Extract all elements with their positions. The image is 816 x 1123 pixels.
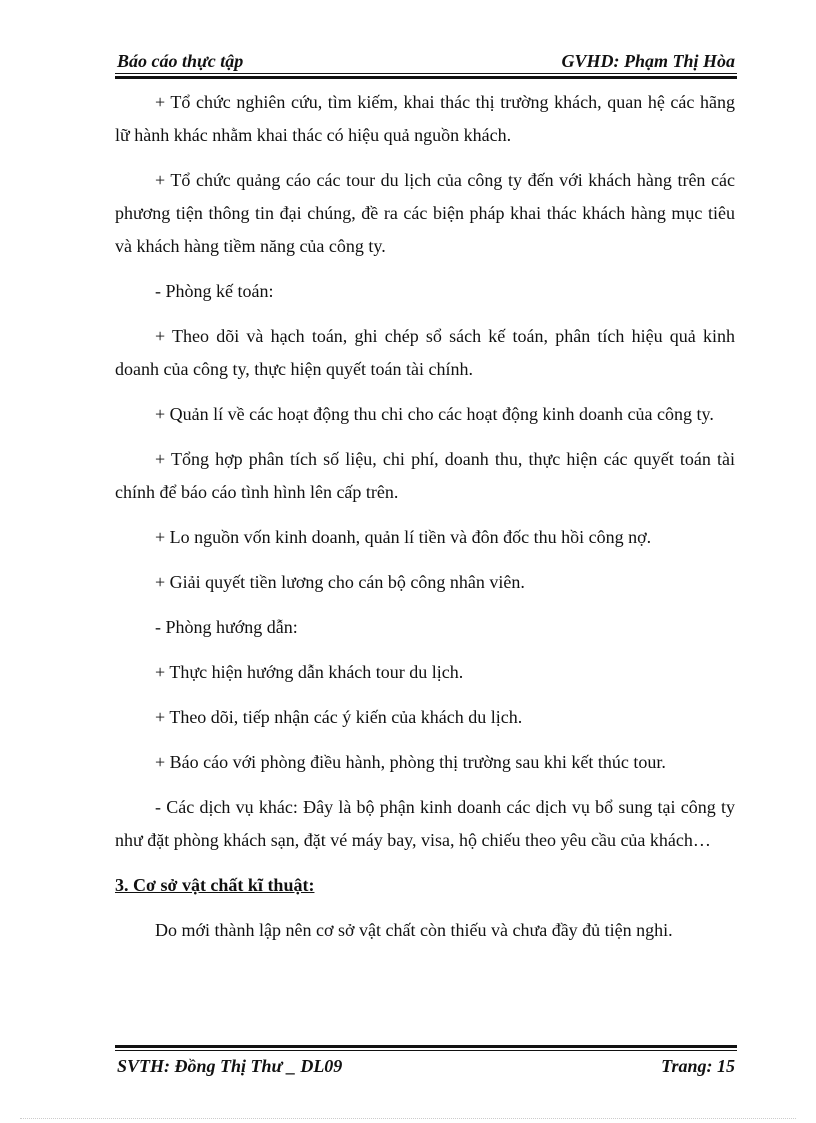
paragraph-12: + Báo cáo với phòng điều hành, phòng thị trường sau khi kết thúc tour. xyxy=(155,752,666,772)
page-header xyxy=(115,48,737,74)
paragraph-5: + Quản lí về các hoạt động thu chi cho các hoạt động kinh doanh của công ty. xyxy=(155,404,714,424)
paragraph-11: + Theo dõi, tiếp nhận các ý kiến của khách du lịch. xyxy=(155,707,523,727)
paragraph-9: - Phòng hướng dẫn: xyxy=(155,617,298,637)
footer-student: SVTH: Đồng Thị Thư _ DL09 xyxy=(117,1056,343,1076)
paragraph-3: - Phòng kế toán: xyxy=(155,281,274,301)
paragraph-10: + Thực hiện hướng dẫn khách tour du lịch. xyxy=(155,662,464,682)
page-footer xyxy=(115,1053,737,1079)
section-heading: 3. Cơ sở vật chất kĩ thuật: xyxy=(115,875,315,895)
footer-page-number: Trang: 15 xyxy=(661,1056,735,1076)
paragraph-2: + Tổ chức quảng cáo các tour du lịch của công ty đến với khách hàng trên các phương tiện thông tin đại chúng, đề ra các biện pháp khai thác khách hàng mục tiêu và khách hàng tiềm năng của công ty. xyxy=(115,170,735,256)
document-body xyxy=(115,86,735,959)
header-rule-thick xyxy=(115,76,737,79)
paragraph-8: + Giải quyết tiền lương cho cán bộ công nhân viên. xyxy=(155,572,525,592)
paragraph-13: - Các dịch vụ khác: Đây là bộ phận kinh doanh các dịch vụ bổ sung tại công ty như đặt phòng khách sạn, đặt vé máy bay, visa, hộ chiếu theo yêu cầu của khách… xyxy=(115,797,735,850)
footer-rule-thin xyxy=(115,1050,737,1051)
header-supervisor: GVHD: Phạm Thị Hòa xyxy=(561,51,735,71)
paragraph-7: + Lo nguồn vốn kinh doanh, quản lí tiền và đôn đốc thu hồi công nợ. xyxy=(155,527,652,547)
header-rule-thin xyxy=(115,73,737,74)
paragraph-6: + Tổng hợp phân tích số liệu, chi phí, doanh thu, thực hiện các quyết toán tài chính để báo cáo tình hình lên cấp trên. xyxy=(115,449,735,502)
page-bottom-edge xyxy=(20,1118,796,1119)
closing-paragraph: Do mới thành lập nên cơ sở vật chất còn thiếu và chưa đầy đủ tiện nghi. xyxy=(155,920,673,940)
paragraph-4: + Theo dõi và hạch toán, ghi chép sổ sách kế toán, phân tích hiệu quả kinh doanh của công ty, thực hiện quyết toán tài chính. xyxy=(115,326,735,379)
paragraph-1: + Tổ chức nghiên cứu, tìm kiếm, khai thác thị trường khách, quan hệ các hãng lữ hành khác nhằm khai thác có hiệu quả nguồn khách. xyxy=(115,92,735,145)
header-report-title: Báo cáo thực tập xyxy=(117,51,244,71)
footer-rule-thick xyxy=(115,1045,737,1048)
